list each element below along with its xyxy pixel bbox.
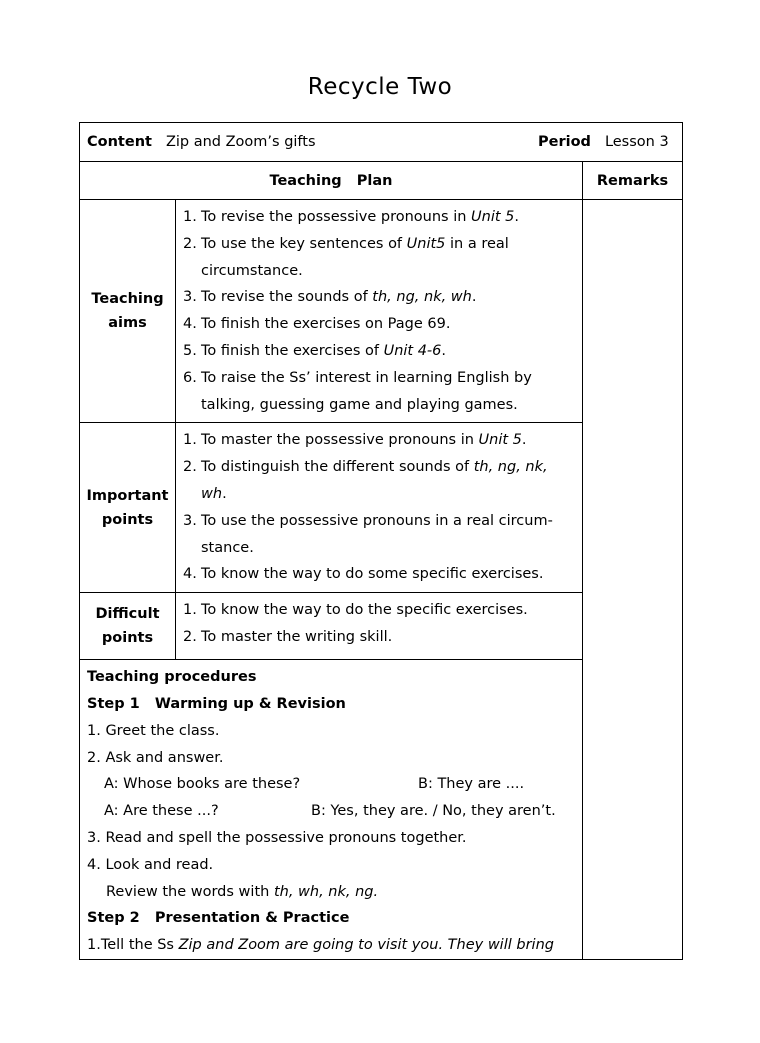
content-value: Zip and Zoom’s gifts	[165, 134, 316, 150]
list-item: 2. To use the key sentences of Unit5 in a real circumstance.	[183, 235, 509, 279]
step2-heading: Step 2 Presentation & Practice	[87, 910, 350, 927]
period-label: Period	[538, 134, 591, 150]
list-item: 1. To revise the possessive pronouns in Unit 5.	[183, 209, 520, 225]
header-row	[80, 162, 683, 200]
procedures-cell	[80, 660, 583, 960]
difficult-list	[176, 593, 583, 660]
important-label-line2: points	[101, 511, 154, 528]
important-label-cell	[80, 423, 176, 593]
aims-row	[80, 200, 683, 423]
teaching-plan-heading: Teaching Plan	[80, 162, 583, 200]
dialogue-line: A: Whose books are these? B: They are ....	[104, 776, 525, 793]
difficult-label-line1: Difficult	[95, 606, 160, 623]
step1-heading: Step 1 Warming up & Revision	[87, 695, 346, 712]
list-item: 2. To distinguish the different sounds of th, ng, nk, wh.	[183, 459, 548, 502]
important-label-line1: Important	[86, 487, 169, 504]
remarks-heading: Remarks	[583, 162, 683, 200]
step1-item: 1. Greet the class.	[87, 722, 220, 739]
list-item: 1. To know the way to do the specific exercises.	[183, 602, 528, 619]
difficult-label-line2: points	[101, 630, 154, 647]
procedures-heading: Teaching procedures	[87, 669, 257, 686]
content-row	[80, 123, 683, 162]
lesson-plan-table	[79, 122, 683, 960]
aims-list	[176, 200, 583, 423]
dialogue-line: A: Are these ...? B: Yes, they are. / No, they aren’t.	[104, 803, 556, 820]
aims-label-line2: aims	[108, 315, 147, 332]
step1-item: 2. Ask and answer.	[87, 749, 224, 766]
list-item: 3. To revise the sounds of th, ng, nk, wh.	[183, 289, 477, 306]
list-item: 6. To raise the Ss’ interest in learning English by talking, guessing game and playing games.	[183, 369, 532, 413]
step1-item: 4. Look and read.	[87, 856, 214, 873]
important-list	[176, 423, 583, 593]
period-group	[538, 134, 669, 150]
list-item: 2. To master the writing skill.	[183, 628, 393, 645]
page-title: Recycle Two	[307, 74, 453, 100]
list-item: 1. To master the possessive pronouns in Unit 5.	[183, 432, 527, 449]
content-cell	[80, 123, 683, 162]
remarks-column	[583, 200, 683, 960]
content-label: Content	[87, 134, 152, 150]
aims-label-line1: Teaching	[91, 291, 164, 308]
review-line: Review the words with th, wh, nk, ng.	[106, 883, 379, 900]
list-item: 5. To finish the exercises of Unit 4-6.	[183, 342, 446, 359]
list-item: 3. To use the possessive pronouns in a real circum-stance.	[183, 512, 553, 556]
step2-item: 1.Tell the Ss Zip and Zoom are going to visit you. They will bring	[87, 937, 554, 954]
list-item: 4. To know the way to do some specific exercises.	[183, 566, 544, 583]
step1-item: 3. Read and spell the possessive pronouns together.	[87, 829, 467, 846]
period-value: Lesson 3	[604, 134, 669, 150]
difficult-label-cell	[80, 593, 176, 660]
aims-label-cell	[80, 200, 176, 423]
list-item: 4. To finish the exercises on Page 69.	[183, 316, 451, 333]
